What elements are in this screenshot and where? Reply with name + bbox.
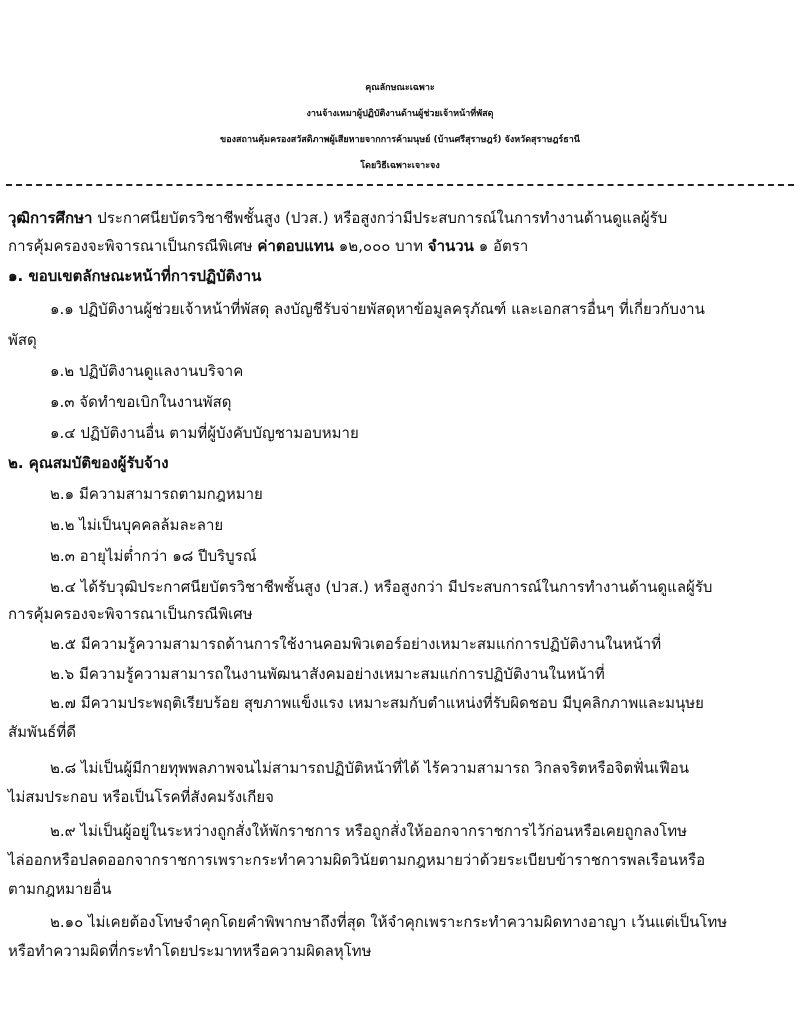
- section-2-heading: ๒. คุณสมบัติของผู้รับจ้าง: [8, 454, 169, 472]
- doc-title: คุณลักษณะเฉพาะ: [365, 83, 435, 93]
- section-1-item-2: ๑.๒ ปฏิบัติงานดูแลงานบริจาค: [50, 362, 244, 380]
- count-label: จำนวน: [427, 237, 474, 255]
- special-case-text: การคุ้มครองจะพิจารณาเป็นกรณีพิเศษ: [8, 237, 253, 255]
- education-line: [8, 208, 667, 228]
- count-value: ๑ อัตรา: [478, 237, 529, 255]
- section-2-item-3: ๒.๓ อายุไม่ต่ำกว่า ๑๘ ปีบริบูรณ์: [50, 547, 257, 565]
- section-1-item-1: ๑.๑ ปฏิบัติงานผู้ช่วยเจ้าหน้าที่พัสดุ ลงบัญชีรับจ่ายพัสดุหาข้อมูลครุภัณฑ์ และเอกสารอื่นๆ ที่เกี่ยวกับงาน: [50, 300, 705, 318]
- section-2-item-4-cont: การคุ้มครองจะพิจารณาเป็นกรณีพิเศษ: [8, 605, 253, 623]
- section-2-item-10-cont: หรือทำความผิดที่กระทำโดยประมาทหรือความผิดลหุโทษ: [8, 942, 372, 960]
- section-2-item-7: ๒.๗ มีความประพฤติเรียบร้อย สุขภาพแข็งแรง เหมาะสมกับตำแหน่งที่รับผิดชอบ มีบุคลิกภาพและมนุษย: [50, 694, 704, 712]
- dashed-divider: [6, 184, 794, 186]
- section-2-item-7-cont: สัมพันธ์ที่ดี: [8, 723, 76, 741]
- section-1-item-1-cont: พัสดุ: [8, 331, 37, 349]
- education-label: วุฒิการศึกษา: [8, 209, 93, 227]
- section-2-item-9-cont: ไล่ออกหรือปลดออกจากราชการเพราะกระทำความผิดวินัยตามกฎหมายว่าด้วยระเบียบข้าราชการพลเรือนหรือ: [8, 851, 706, 869]
- section-2-item-10: ๒.๑๐ ไม่เคยต้องโทษจำคุกโดยคำพิพากษาถึงที่สุด ให้จำคุกเพราะกระทำความผิดทางอาญา เว้นแต่เป็นโทษ: [50, 913, 728, 931]
- education-text: ประกาศนียบัตรวิชาชีพชั้นสูง (ปวส.) หรือสูงกว่ามีประสบการณ์ในการทำงานด้านดูแลผู้รับ: [97, 209, 668, 227]
- section-2-item-9-cont-2: ตามกฎหมายอื่น: [8, 880, 112, 898]
- doc-method: โดยวิธีเฉพาะเจาะจง: [360, 161, 440, 171]
- pay-line: [8, 236, 528, 256]
- section-2-item-9: ๒.๙ ไม่เป็นผู้อยู่ในระหว่างถูกสั่งให้พักราชการ หรือถูกสั่งให้ออกจากราชการไว้ก่อนหรือเคยถูกลงโทษ: [50, 822, 688, 840]
- section-2-item-5: ๒.๕ มีความรู้ความสามารถด้านการใช้งานคอมพิวเตอร์อย่างเหมาะสมแก่การปฏิบัติงานในหน้าที่: [50, 635, 662, 653]
- pay-label: ค่าตอบแทน: [257, 237, 334, 255]
- section-2-item-1: ๒.๑ มีความสามารถตามกฎหมาย: [50, 485, 263, 503]
- section-2-item-8: ๒.๘ ไม่เป็นผู้มีกายทุพพลภาพจนไม่สามารถปฏิบัติหน้าที่ได้ ไร้ความสามารถ วิกลจริตหรือจิตฟั่นเฟือน: [50, 759, 690, 777]
- section-1-item-3: ๑.๓ จัดทำขอเบิกในงานพัสดุ: [50, 393, 232, 411]
- section-2-item-6: ๒.๖ มีความรู้ความสามารถในงานพัฒนาสังคมอย่างเหมาะสมแก่การปฏิบัติงานในหน้าที่: [50, 665, 605, 683]
- section-2-item-2: ๒.๒ ไม่เป็นบุคคลล้มละลาย: [50, 516, 224, 534]
- section-2-item-4: ๒.๔ ได้รับวุฒิประกาศนียบัตรวิชาชีพชั้นสูง (ปวส.) หรือสูงกว่า มีประสบการณ์ในการทำงานด้านดูแลผู้รับ: [50, 578, 713, 596]
- section-2-item-8-cont: ไม่สมประกอบ หรือเป็นโรคที่สังคมรังเกียจ: [8, 788, 274, 806]
- section-1-heading: ๑. ขอบเขตลักษณะหน้าที่การปฏิบัติงาน: [8, 267, 262, 285]
- section-1-item-4: ๑.๔ ปฏิบัติงานอื่น ตามที่ผู้บังคับบัญชามอบหมาย: [50, 424, 359, 442]
- pay-value: ๑๒,๐๐๐ บาท: [338, 237, 423, 255]
- doc-subtitle: งานจ้างเหมาผู้ปฏิบัติงานด้านผู้ช่วยเจ้าหน้าที่พัสดุ: [306, 109, 494, 119]
- doc-organization: ของสถานคุ้มครองสวัสดิภาพผู้เสียหายจากการค้ามนุษย์ (บ้านศรีสุราษฎร์) จังหวัดสุราษฎร์ธานี: [220, 135, 580, 145]
